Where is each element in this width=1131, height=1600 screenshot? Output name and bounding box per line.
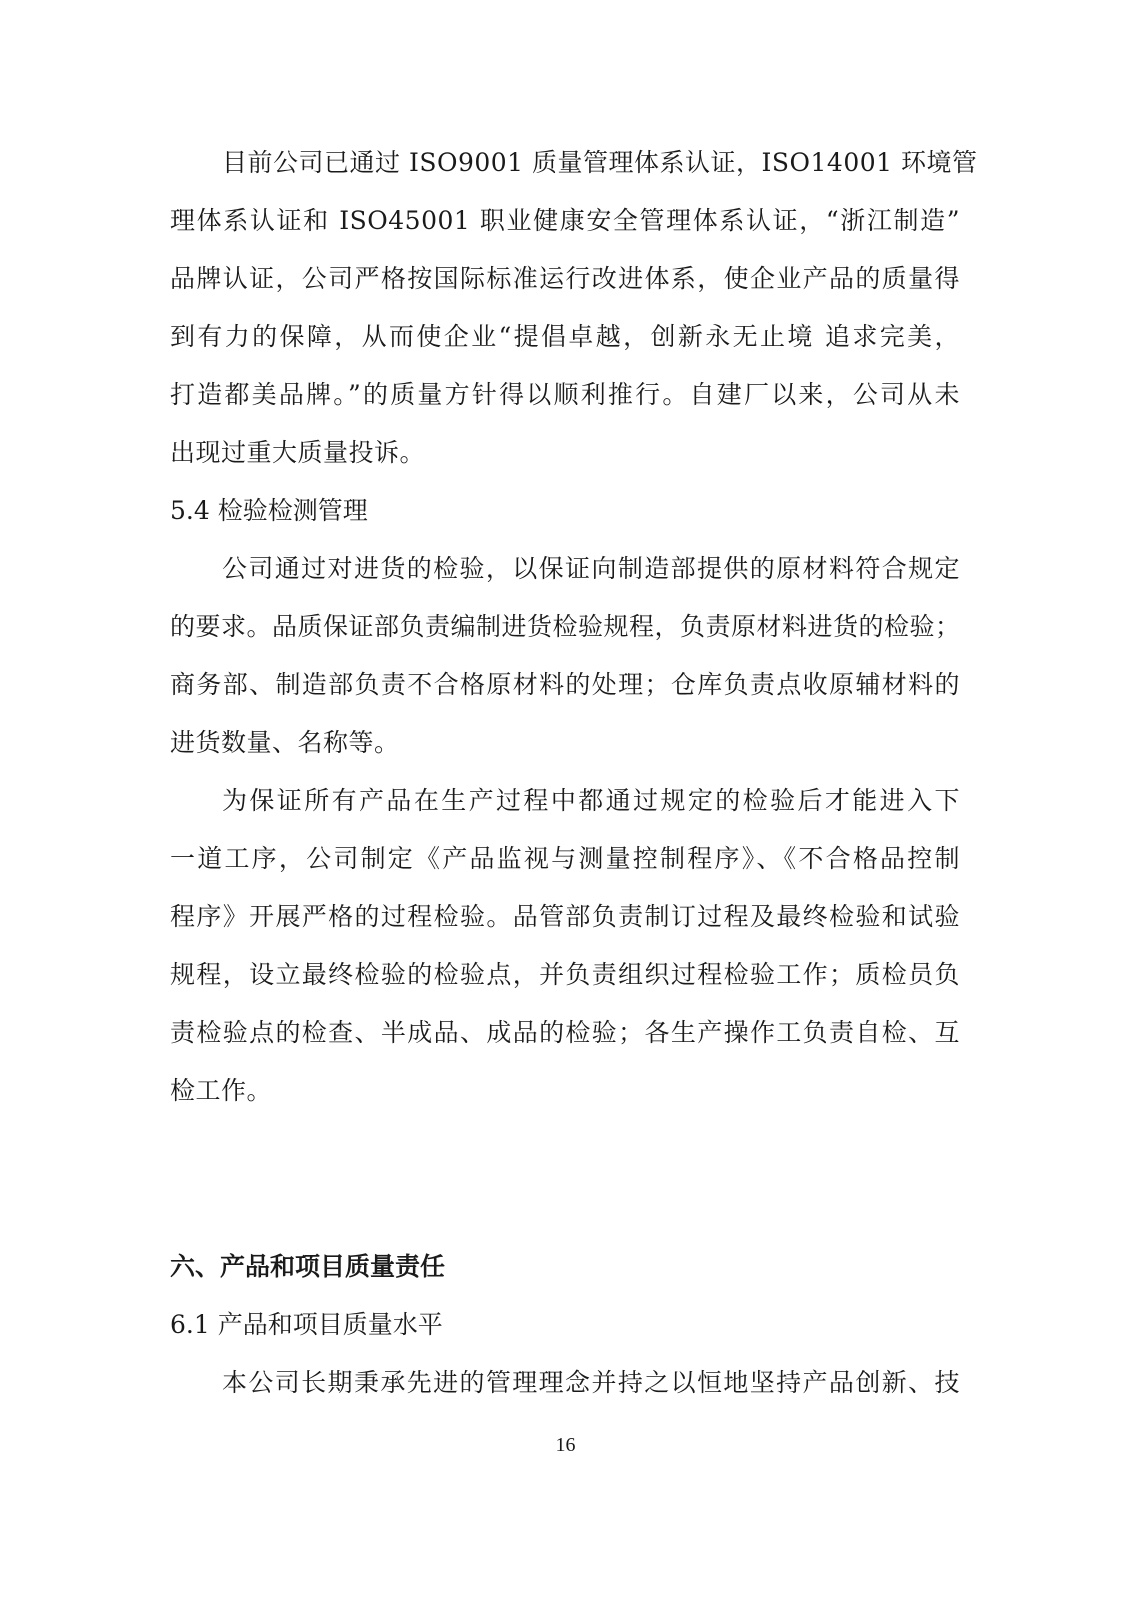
text-line: 规程，设立最终检验的检验点，并负责组织过程检验工作；质检员负: [170, 960, 960, 989]
chapter-heading-6: 六、产品和项目质量责任: [170, 1252, 446, 1281]
text-line: 到有力的保障，从而使企业“提倡卓越，创新永无止境 追求完美，: [170, 322, 960, 351]
section-heading-6-1: 6.1 产品和项目质量水平: [170, 1310, 443, 1339]
text-line: 进货数量、名称等。: [170, 728, 400, 757]
text-line: 本公司长期秉承先进的管理理念并持之以恒地坚持产品创新、技: [222, 1368, 960, 1397]
section-heading-5-4: 5.4 检验检测管理: [170, 496, 368, 525]
text-line: 检工作。: [170, 1076, 273, 1105]
text-line: 目前公司已通过 ISO9001 质量管理体系认证，ISO14001 环境管: [222, 148, 978, 177]
text-line: 为保证所有产品在生产过程中都通过规定的检验后才能进入下: [222, 786, 960, 815]
page-number: 16: [555, 1434, 576, 1456]
text-line: 程序》开展严格的过程检验。品管部负责制订过程及最终检验和试验: [170, 902, 960, 931]
text-line: 理体系认证和 ISO45001 职业健康安全管理体系认证，“浙江制造”: [170, 206, 960, 235]
text-line: 一道工序，公司制定《产品监视与测量控制程序》、《不合格品控制: [170, 844, 960, 873]
text-line: 责检验点的检查、半成品、成品的检验；各生产操作工负责自检、互: [170, 1018, 960, 1047]
text-line: 打造都美品牌。”的质量方针得以顺利推行。自建厂以来，公司从未: [170, 380, 960, 409]
text-line: 公司通过对进货的检验，以保证向制造部提供的原材料符合规定: [222, 554, 960, 583]
text-line: 的要求。品质保证部负责编制进货检验规程，负责原材料进货的检验；: [170, 612, 961, 641]
text-line: 商务部、制造部负责不合格原材料的处理；仓库负责点收原辅材料的: [170, 670, 960, 699]
text-line: 出现过重大质量投诉。: [170, 438, 426, 467]
text-line: 品牌认证，公司严格按国际标准运行改进体系，使企业产品的质量得: [170, 264, 960, 293]
